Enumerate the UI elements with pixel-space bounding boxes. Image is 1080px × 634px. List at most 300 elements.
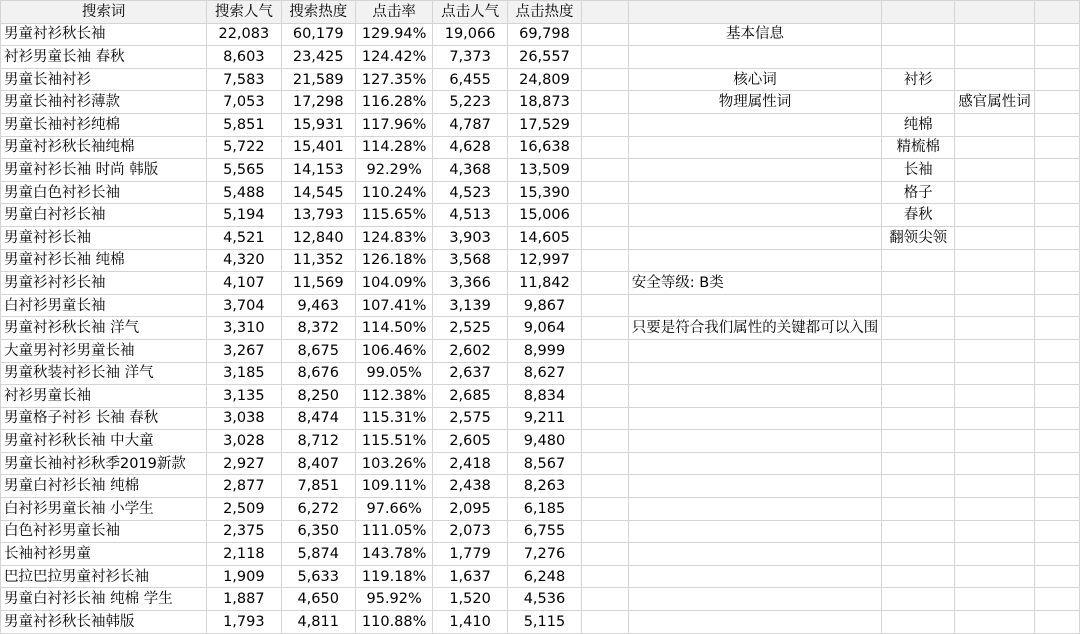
empty-cell[interactable] [882,339,955,362]
empty-cell[interactable] [628,407,882,430]
empty-cell[interactable] [582,226,629,249]
empty-cell[interactable] [628,1,882,24]
metric-cell[interactable]: 3,139 [433,294,507,317]
keyword-cell[interactable]: 男童格子衬衫 长袖 春秋 [1,407,207,430]
metric-cell[interactable]: 4,513 [433,204,507,227]
metric-cell[interactable]: 106.46% [355,339,433,362]
metric-cell[interactable]: 3,135 [207,385,281,408]
column-header[interactable]: 搜索人气 [207,1,281,24]
keyword-cell[interactable]: 衬衫男童长袖 春秋 [1,46,207,69]
empty-cell[interactable] [1034,1,1079,24]
empty-cell[interactable] [955,565,1035,588]
metric-cell[interactable]: 129.94% [355,23,433,46]
keyword-cell[interactable]: 男童白衬衫长袖 纯棉 [1,475,207,498]
metric-cell[interactable]: 107.41% [355,294,433,317]
metric-cell[interactable]: 13,509 [507,159,581,182]
keyword-cell[interactable]: 男童衬衫秋长袖 [1,23,207,46]
empty-cell[interactable] [955,294,1035,317]
empty-cell[interactable] [628,588,882,611]
empty-cell[interactable] [955,339,1035,362]
column-header[interactable]: 点击热度 [507,1,581,24]
empty-cell[interactable] [628,226,882,249]
empty-cell[interactable] [1034,249,1079,272]
metric-cell[interactable]: 9,480 [507,430,581,453]
empty-cell[interactable] [882,475,955,498]
metric-cell[interactable]: 11,352 [281,249,355,272]
metric-cell[interactable]: 26,557 [507,46,581,69]
keyword-cell[interactable]: 男童衬衫秋长袖 中大童 [1,430,207,453]
empty-cell[interactable] [1034,588,1079,611]
metric-cell[interactable]: 110.88% [355,611,433,634]
empty-cell[interactable] [628,294,882,317]
empty-cell[interactable] [1034,204,1079,227]
physical-attr-item[interactable]: 春秋 [882,204,955,227]
empty-cell[interactable] [955,272,1035,295]
metric-cell[interactable]: 16,638 [507,136,581,159]
metric-cell[interactable]: 7,053 [207,91,281,114]
metric-cell[interactable]: 3,903 [433,226,507,249]
keyword-cell[interactable]: 男童衫衬衫长袖 [1,272,207,295]
metric-cell[interactable]: 110.24% [355,181,433,204]
empty-cell[interactable] [882,520,955,543]
metric-cell[interactable]: 12,840 [281,226,355,249]
empty-cell[interactable] [582,339,629,362]
empty-cell[interactable] [628,498,882,521]
keyword-cell[interactable]: 男童衬衫秋长袖 洋气 [1,317,207,340]
metric-cell[interactable]: 103.26% [355,452,433,475]
metric-cell[interactable]: 2,073 [433,520,507,543]
keyword-cell[interactable]: 大童男衬衫男童长袖 [1,339,207,362]
empty-cell[interactable] [955,407,1035,430]
empty-cell[interactable] [882,249,955,272]
metric-cell[interactable]: 3,366 [433,272,507,295]
metric-cell[interactable]: 5,488 [207,181,281,204]
metric-cell[interactable]: 1,520 [433,588,507,611]
empty-cell[interactable] [1034,339,1079,362]
metric-cell[interactable]: 5,851 [207,113,281,136]
empty-cell[interactable] [582,452,629,475]
metric-cell[interactable]: 4,628 [433,136,507,159]
metric-cell[interactable]: 124.83% [355,226,433,249]
keyword-cell[interactable]: 巴拉巴拉男童衬衫长袖 [1,565,207,588]
column-header[interactable]: 搜索词 [1,1,207,24]
metric-cell[interactable]: 1,793 [207,611,281,634]
metric-cell[interactable]: 2,418 [433,452,507,475]
metric-cell[interactable]: 112.38% [355,385,433,408]
metric-cell[interactable]: 2,118 [207,543,281,566]
empty-cell[interactable] [955,543,1035,566]
metric-cell[interactable]: 114.28% [355,136,433,159]
metric-cell[interactable]: 9,064 [507,317,581,340]
empty-cell[interactable] [955,385,1035,408]
metric-cell[interactable]: 7,583 [207,68,281,91]
empty-cell[interactable] [955,317,1035,340]
metric-cell[interactable]: 2,927 [207,452,281,475]
metric-cell[interactable]: 8,999 [507,339,581,362]
metric-cell[interactable]: 2,575 [433,407,507,430]
basic-info-label[interactable]: 基本信息 [628,23,882,46]
empty-cell[interactable] [882,46,955,69]
metric-cell[interactable]: 8,474 [281,407,355,430]
keyword-tip-note[interactable]: 只要是符合我们属性的关键都可以入围 [628,317,882,340]
empty-cell[interactable] [882,565,955,588]
metric-cell[interactable]: 4,320 [207,249,281,272]
empty-cell[interactable] [882,1,955,24]
metric-cell[interactable]: 3,185 [207,362,281,385]
metric-cell[interactable]: 19,066 [433,23,507,46]
metric-cell[interactable]: 22,083 [207,23,281,46]
metric-cell[interactable]: 6,455 [433,68,507,91]
empty-cell[interactable] [628,565,882,588]
empty-cell[interactable] [582,23,629,46]
core-word-value[interactable]: 衬衫 [882,68,955,91]
metric-cell[interactable]: 5,722 [207,136,281,159]
empty-cell[interactable] [628,475,882,498]
empty-cell[interactable] [582,543,629,566]
metric-cell[interactable]: 4,811 [281,611,355,634]
empty-cell[interactable] [582,362,629,385]
physical-attr-item[interactable]: 翻领尖领 [882,226,955,249]
empty-cell[interactable] [582,136,629,159]
physical-attr-item[interactable]: 格子 [882,181,955,204]
metric-cell[interactable]: 6,350 [281,520,355,543]
safety-level-note[interactable]: 安全等级: B类 [628,272,882,295]
keyword-cell[interactable]: 男童衬衫长袖 [1,226,207,249]
metric-cell[interactable]: 15,006 [507,204,581,227]
empty-cell[interactable] [628,430,882,453]
metric-cell[interactable]: 4,650 [281,588,355,611]
metric-cell[interactable]: 143.78% [355,543,433,566]
column-header[interactable]: 搜索热度 [281,1,355,24]
empty-cell[interactable] [1034,272,1079,295]
empty-cell[interactable] [1034,430,1079,453]
metric-cell[interactable]: 15,390 [507,181,581,204]
empty-cell[interactable] [1034,294,1079,317]
metric-cell[interactable]: 4,107 [207,272,281,295]
empty-cell[interactable] [955,113,1035,136]
empty-cell[interactable] [955,475,1035,498]
keyword-cell[interactable]: 衬衫男童长袖 [1,385,207,408]
empty-cell[interactable] [582,385,629,408]
metric-cell[interactable]: 95.92% [355,588,433,611]
metric-cell[interactable]: 3,267 [207,339,281,362]
empty-cell[interactable] [1034,385,1079,408]
metric-cell[interactable]: 3,038 [207,407,281,430]
metric-cell[interactable]: 1,909 [207,565,281,588]
empty-cell[interactable] [1034,136,1079,159]
metric-cell[interactable]: 2,438 [433,475,507,498]
empty-cell[interactable] [955,249,1035,272]
metric-cell[interactable]: 5,194 [207,204,281,227]
metric-cell[interactable]: 12,997 [507,249,581,272]
metric-cell[interactable]: 13,793 [281,204,355,227]
empty-cell[interactable] [582,565,629,588]
empty-cell[interactable] [955,181,1035,204]
metric-cell[interactable]: 7,373 [433,46,507,69]
empty-cell[interactable] [955,1,1035,24]
empty-cell[interactable] [582,272,629,295]
empty-cell[interactable] [1034,543,1079,566]
core-word-label[interactable]: 核心词 [628,68,882,91]
keyword-cell[interactable]: 男童秋装衬衫长袖 洋气 [1,362,207,385]
keyword-cell[interactable]: 男童白衬衫长袖 [1,204,207,227]
metric-cell[interactable]: 2,685 [433,385,507,408]
metric-cell[interactable]: 92.29% [355,159,433,182]
metric-cell[interactable]: 3,704 [207,294,281,317]
column-header[interactable]: 点击人气 [433,1,507,24]
metric-cell[interactable]: 2,602 [433,339,507,362]
empty-cell[interactable] [628,452,882,475]
empty-cell[interactable] [882,91,955,114]
empty-cell[interactable] [882,498,955,521]
metric-cell[interactable]: 8,627 [507,362,581,385]
metric-cell[interactable]: 116.28% [355,91,433,114]
empty-cell[interactable] [582,611,629,634]
metric-cell[interactable]: 1,887 [207,588,281,611]
empty-cell[interactable] [582,113,629,136]
empty-cell[interactable] [955,136,1035,159]
empty-cell[interactable] [628,113,882,136]
metric-cell[interactable]: 69,798 [507,23,581,46]
metric-cell[interactable]: 23,425 [281,46,355,69]
keyword-cell[interactable]: 白衬衫男童长袖 [1,294,207,317]
metric-cell[interactable]: 3,568 [433,249,507,272]
empty-cell[interactable] [955,23,1035,46]
keyword-cell[interactable]: 长袖衬衫男童 [1,543,207,566]
metric-cell[interactable]: 8,603 [207,46,281,69]
metric-cell[interactable]: 4,521 [207,226,281,249]
keyword-cell[interactable]: 男童长袖衬衫薄款 [1,91,207,114]
metric-cell[interactable]: 14,153 [281,159,355,182]
metric-cell[interactable]: 1,779 [433,543,507,566]
empty-cell[interactable] [1034,317,1079,340]
metric-cell[interactable]: 2,375 [207,520,281,543]
empty-cell[interactable] [628,339,882,362]
metric-cell[interactable]: 104.09% [355,272,433,295]
metric-cell[interactable]: 8,676 [281,362,355,385]
empty-cell[interactable] [882,23,955,46]
empty-cell[interactable] [882,452,955,475]
sensory-attr-label[interactable]: 感官属性词 [955,91,1035,114]
empty-cell[interactable] [628,46,882,69]
metric-cell[interactable]: 11,842 [507,272,581,295]
metric-cell[interactable]: 6,755 [507,520,581,543]
metric-cell[interactable]: 1,410 [433,611,507,634]
keyword-cell[interactable]: 男童衬衫秋长袖纯棉 [1,136,207,159]
empty-cell[interactable] [628,520,882,543]
metric-cell[interactable]: 5,223 [433,91,507,114]
empty-cell[interactable] [582,204,629,227]
metric-cell[interactable]: 7,851 [281,475,355,498]
keyword-cell[interactable]: 男童长袖衬衫秋季2019新款 [1,452,207,475]
empty-cell[interactable] [582,588,629,611]
empty-cell[interactable] [582,498,629,521]
empty-cell[interactable] [628,543,882,566]
metric-cell[interactable]: 115.51% [355,430,433,453]
empty-cell[interactable] [955,611,1035,634]
metric-cell[interactable]: 109.11% [355,475,433,498]
metric-cell[interactable]: 1,637 [433,565,507,588]
empty-cell[interactable] [1034,159,1079,182]
metric-cell[interactable]: 15,401 [281,136,355,159]
metric-cell[interactable]: 2,095 [433,498,507,521]
metric-cell[interactable]: 24,809 [507,68,581,91]
metric-cell[interactable]: 2,637 [433,362,507,385]
empty-cell[interactable] [1034,475,1079,498]
empty-cell[interactable] [582,46,629,69]
metric-cell[interactable]: 17,529 [507,113,581,136]
metric-cell[interactable]: 18,873 [507,91,581,114]
empty-cell[interactable] [955,588,1035,611]
metric-cell[interactable]: 5,633 [281,565,355,588]
empty-cell[interactable] [628,204,882,227]
metric-cell[interactable]: 8,712 [281,430,355,453]
metric-cell[interactable]: 15,931 [281,113,355,136]
keyword-cell[interactable]: 男童白色衬衫长袖 [1,181,207,204]
empty-cell[interactable] [882,294,955,317]
metric-cell[interactable]: 9,867 [507,294,581,317]
metric-cell[interactable]: 17,298 [281,91,355,114]
metric-cell[interactable]: 111.05% [355,520,433,543]
empty-cell[interactable] [955,159,1035,182]
metric-cell[interactable]: 6,248 [507,565,581,588]
empty-cell[interactable] [1034,91,1079,114]
empty-cell[interactable] [955,226,1035,249]
metric-cell[interactable]: 11,569 [281,272,355,295]
metric-cell[interactable]: 60,179 [281,23,355,46]
empty-cell[interactable] [1034,181,1079,204]
metric-cell[interactable]: 6,185 [507,498,581,521]
keyword-cell[interactable]: 男童衬衫长袖 时尚 韩版 [1,159,207,182]
keyword-cell[interactable]: 男童长袖衬衫 [1,68,207,91]
empty-cell[interactable] [582,294,629,317]
metric-cell[interactable]: 9,211 [507,407,581,430]
empty-cell[interactable] [1034,520,1079,543]
metric-cell[interactable]: 3,028 [207,430,281,453]
empty-cell[interactable] [582,181,629,204]
empty-cell[interactable] [882,543,955,566]
metric-cell[interactable]: 115.65% [355,204,433,227]
metric-cell[interactable]: 8,250 [281,385,355,408]
metric-cell[interactable]: 7,276 [507,543,581,566]
metric-cell[interactable]: 127.35% [355,68,433,91]
metric-cell[interactable]: 115.31% [355,407,433,430]
keyword-cell[interactable]: 男童衬衫秋长袖韩版 [1,611,207,634]
empty-cell[interactable] [955,452,1035,475]
metric-cell[interactable]: 8,675 [281,339,355,362]
physical-attr-item[interactable]: 纯棉 [882,113,955,136]
metric-cell[interactable]: 4,523 [433,181,507,204]
empty-cell[interactable] [882,317,955,340]
empty-cell[interactable] [628,611,882,634]
empty-cell[interactable] [582,1,629,24]
metric-cell[interactable]: 2,877 [207,475,281,498]
metric-cell[interactable]: 124.42% [355,46,433,69]
metric-cell[interactable]: 2,525 [433,317,507,340]
empty-cell[interactable] [955,498,1035,521]
physical-attr-item[interactable]: 精梳棉 [882,136,955,159]
empty-cell[interactable] [882,407,955,430]
empty-cell[interactable] [628,385,882,408]
metric-cell[interactable]: 117.96% [355,113,433,136]
keyword-cell[interactable]: 白衬衫男童长袖 小学生 [1,498,207,521]
metric-cell[interactable]: 8,834 [507,385,581,408]
empty-cell[interactable] [955,46,1035,69]
metric-cell[interactable]: 8,407 [281,452,355,475]
empty-cell[interactable] [628,362,882,385]
metric-cell[interactable]: 8,567 [507,452,581,475]
keyword-cell[interactable]: 男童衬衫长袖 纯棉 [1,249,207,272]
empty-cell[interactable] [582,317,629,340]
empty-cell[interactable] [582,91,629,114]
empty-cell[interactable] [582,159,629,182]
empty-cell[interactable] [1034,407,1079,430]
empty-cell[interactable] [882,588,955,611]
empty-cell[interactable] [1034,362,1079,385]
metric-cell[interactable]: 8,263 [507,475,581,498]
empty-cell[interactable] [582,249,629,272]
metric-cell[interactable]: 3,310 [207,317,281,340]
metric-cell[interactable]: 4,536 [507,588,581,611]
metric-cell[interactable]: 126.18% [355,249,433,272]
empty-cell[interactable] [1034,498,1079,521]
physical-attr-label[interactable]: 物理属性词 [628,91,882,114]
keyword-cell[interactable]: 男童白衬衫长袖 纯棉 学生 [1,588,207,611]
empty-cell[interactable] [1034,452,1079,475]
metric-cell[interactable]: 4,787 [433,113,507,136]
empty-cell[interactable] [882,430,955,453]
empty-cell[interactable] [955,520,1035,543]
empty-cell[interactable] [1034,226,1079,249]
empty-cell[interactable] [628,136,882,159]
empty-cell[interactable] [582,430,629,453]
empty-cell[interactable] [1034,68,1079,91]
empty-cell[interactable] [628,159,882,182]
empty-cell[interactable] [882,385,955,408]
empty-cell[interactable] [955,204,1035,227]
metric-cell[interactable]: 2,509 [207,498,281,521]
metric-cell[interactable]: 14,605 [507,226,581,249]
metric-cell[interactable]: 99.05% [355,362,433,385]
empty-cell[interactable] [955,68,1035,91]
empty-cell[interactable] [1034,113,1079,136]
metric-cell[interactable]: 6,272 [281,498,355,521]
empty-cell[interactable] [582,475,629,498]
metric-cell[interactable]: 4,368 [433,159,507,182]
metric-cell[interactable]: 2,605 [433,430,507,453]
metric-cell[interactable]: 119.18% [355,565,433,588]
metric-cell[interactable]: 14,545 [281,181,355,204]
empty-cell[interactable] [1034,565,1079,588]
empty-cell[interactable] [582,68,629,91]
empty-cell[interactable] [882,272,955,295]
keyword-cell[interactable]: 男童长袖衬衫纯棉 [1,113,207,136]
metric-cell[interactable]: 8,372 [281,317,355,340]
metric-cell[interactable]: 97.66% [355,498,433,521]
empty-cell[interactable] [955,362,1035,385]
empty-cell[interactable] [1034,23,1079,46]
keyword-cell[interactable]: 白色衬衫男童长袖 [1,520,207,543]
empty-cell[interactable] [628,181,882,204]
empty-cell[interactable] [628,249,882,272]
metric-cell[interactable]: 5,115 [507,611,581,634]
metric-cell[interactable]: 5,874 [281,543,355,566]
empty-cell[interactable] [882,611,955,634]
physical-attr-item[interactable]: 长袖 [882,159,955,182]
empty-cell[interactable] [1034,46,1079,69]
empty-cell[interactable] [955,430,1035,453]
empty-cell[interactable] [582,407,629,430]
